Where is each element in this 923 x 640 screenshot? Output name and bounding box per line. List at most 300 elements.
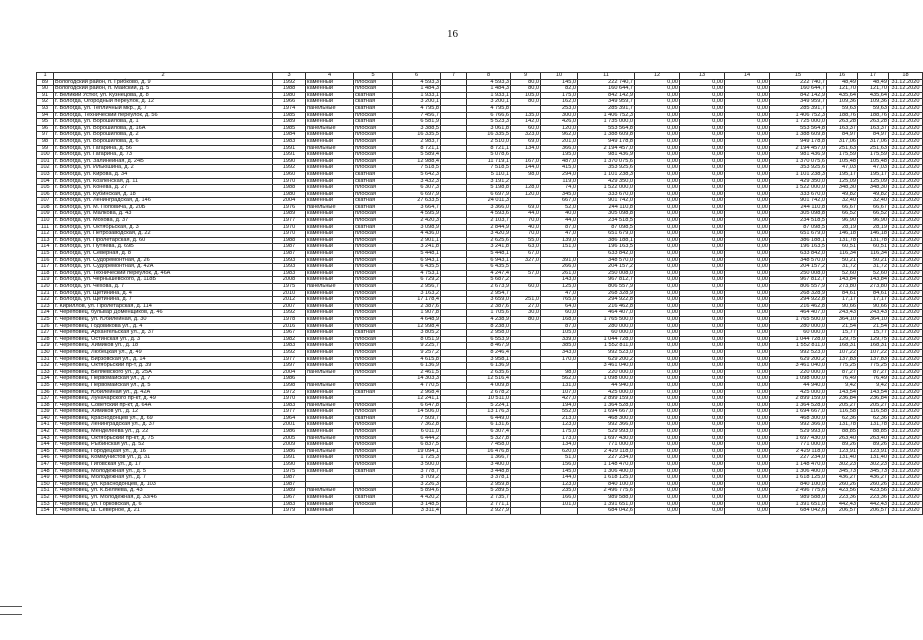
column-header: 1 [37, 73, 54, 80]
table-cell: 0,00 [680, 389, 725, 396]
table-cell: 285 391,7 [578, 105, 635, 112]
table-cell: 0,00 [635, 343, 680, 350]
table-cell: 0,00 [725, 369, 770, 376]
table-cell: 4 795,8 [467, 105, 511, 112]
table-cell: 2 420,3 [393, 218, 441, 225]
table-cell: 0,00 [680, 277, 725, 284]
table-row [37, 323, 923, 330]
table-cell [511, 363, 541, 370]
table-cell: каменный [306, 442, 354, 449]
table-cell: плоская [354, 323, 393, 330]
table-cell: 5 198,8 [467, 185, 511, 192]
table-cell: 0,00 [725, 264, 770, 271]
table-cell: 31,72 [827, 264, 858, 271]
table-cell: 175,59 [827, 152, 858, 159]
table-cell: 123 [37, 303, 54, 310]
table-cell: 31.12.2020 [889, 204, 923, 211]
table-cell: 17,17 [858, 297, 889, 304]
table-cell [441, 185, 467, 192]
table-cell: плоская [354, 125, 393, 132]
table-cell: 66,52 [858, 211, 889, 218]
table-cell: 0,00 [635, 376, 680, 383]
table-cell: 1 697 430,0 [578, 435, 635, 442]
table-cell: 154 [37, 508, 54, 515]
table-cell [441, 363, 467, 370]
table-cell: 553 564,8 [770, 125, 827, 132]
table-cell: плоская [354, 343, 393, 350]
table-cell: 2 429 118,0 [578, 448, 635, 455]
table-cell: 0,00 [635, 323, 680, 330]
table-cell: 60,51 [827, 244, 858, 251]
table-cell: 294,0 [541, 171, 578, 178]
table-cell: каменный [306, 99, 354, 106]
table-cell: г. Великий Устюг, ул. Кузнецова, д. 8 [54, 92, 273, 99]
table-cell: 4 420,2 [393, 495, 441, 502]
page-number: 16 [447, 28, 458, 40]
table-cell [441, 343, 467, 350]
table-cell: 117 [37, 264, 54, 271]
table-cell: 0,00 [725, 389, 770, 396]
table-row [37, 218, 923, 225]
table-cell: 0,00 [635, 349, 680, 356]
table-cell: г. Вологда, ул. Залинейная, д. 24Б [54, 158, 273, 165]
table-cell: панельные [306, 145, 354, 152]
table-cell: 3 098,9 [393, 224, 441, 231]
table-cell: 175,0 [541, 429, 578, 436]
table-cell: 0,00 [635, 112, 680, 119]
table-row [37, 402, 923, 409]
table-cell: 0,00 [680, 495, 725, 502]
table-cell [441, 349, 467, 356]
table-cell: 31.12.2020 [889, 277, 923, 284]
table-cell: 30,0 [511, 310, 541, 317]
table-cell: 0,00 [680, 224, 725, 231]
table-cell: г. Вологда, ул. Петрозаводская, д. 22 [54, 231, 273, 238]
table-row [37, 138, 923, 145]
table-row [37, 297, 923, 304]
table-cell: плоская [354, 237, 393, 244]
table-cell [441, 92, 467, 99]
table-cell: 6 307,3 [393, 185, 441, 192]
table-cell: 143,84 [858, 277, 889, 284]
table-cell: 1974 [273, 105, 306, 112]
table-cell: 317,06 [827, 138, 858, 145]
table-cell: 116,34 [827, 251, 858, 258]
table-cell: 1 098 000,0 [578, 376, 635, 383]
table-cell: 15,77 [858, 330, 889, 337]
table-row [37, 422, 923, 429]
table-cell: 4 238,9 [467, 316, 511, 323]
table-cell: 4 593,3 [393, 79, 441, 86]
table-cell: 1966 [273, 99, 306, 106]
table-cell: 227 234,0 [770, 455, 827, 462]
table-cell: 8 238,0 [467, 323, 511, 330]
table-cell: 113 [37, 237, 54, 244]
table-cell: 126 [37, 323, 54, 330]
table-cell: 8 246,4 [467, 349, 511, 356]
table-cell: 268 328,9 [578, 290, 635, 297]
table-cell: 48,49 [858, 79, 889, 86]
table-row [37, 303, 923, 310]
table-cell: 123,91 [827, 448, 858, 455]
table-cell: г. Череповец, Молодежная ул., д. 5 [54, 468, 273, 475]
table-cell: 31.12.2020 [889, 158, 923, 165]
table-cell: каменный [306, 468, 354, 475]
table-cell: г. Череповец, ул. Горковская, д. 6 [54, 501, 273, 508]
table-cell: 1975 [273, 284, 306, 291]
table-cell: г. Вологда, ул. Судоремонтная, д. 42А [54, 264, 273, 271]
table-cell: г. Вологда, ул. Ворошилова, д. 6 [54, 138, 273, 145]
table-cell: 6 729,2 [393, 277, 441, 284]
table-cell: 1 484,3 [467, 86, 511, 93]
table-cell: 0,00 [680, 132, 725, 139]
column-header: 16 [827, 73, 858, 80]
table-cell: 4 595,9 [393, 211, 441, 218]
table-cell: 1 044 728,0 [770, 336, 827, 343]
table-cell: 66,52 [827, 211, 858, 218]
table-cell: 11 719,1 [467, 158, 511, 165]
table-cell: 0,00 [635, 303, 680, 310]
table-cell: 235,0 [541, 488, 578, 495]
table-cell: г. Череповец, ул. Юбилейная, д. 30 [54, 316, 273, 323]
table-cell: 145 [37, 448, 54, 455]
table-cell: 0,00 [680, 422, 725, 429]
table-cell: 4 753,1 [393, 270, 441, 277]
table-cell: 121,70 [827, 86, 858, 93]
table-cell: плоская [354, 462, 393, 469]
table-cell: плоская [354, 191, 393, 198]
table-cell: 0,00 [635, 448, 680, 455]
table-cell: 88,85 [858, 429, 889, 436]
table-cell: 0,00 [725, 211, 770, 218]
table-cell: г. Вологда, ул. Чернышевского, д. 118Б [54, 277, 273, 284]
table-cell: 0,00 [680, 257, 725, 264]
table-cell: 1 522 000,0 [578, 185, 635, 192]
table-cell: 629 200,2 [770, 356, 827, 363]
table-row [37, 369, 923, 376]
table-cell: 1983 [273, 270, 306, 277]
table-cell: 220 000,0 [578, 369, 635, 376]
table-cell: 5 894,6 [393, 488, 441, 495]
table-cell: 3 311,4 [393, 508, 441, 515]
table-cell: 201,0 [541, 138, 578, 145]
table-cell: 21,54 [858, 323, 889, 330]
table-cell: 31.12.2020 [889, 330, 923, 337]
table-row [37, 79, 923, 86]
table-cell: 0,00 [680, 185, 725, 192]
table-row [37, 119, 923, 126]
table-cell: 1998 [273, 382, 306, 389]
table-cell: 119 [37, 277, 54, 284]
table-cell: 0,00 [725, 442, 770, 449]
table-cell: 0,00 [680, 191, 725, 198]
table-cell: каменный [306, 178, 354, 185]
table-cell: 105,48 [827, 158, 858, 165]
table-cell: 2 635,6 [467, 369, 511, 376]
table-cell: 0,00 [680, 330, 725, 337]
table-cell: 80,0 [511, 99, 541, 106]
table-cell: 0,00 [680, 481, 725, 488]
table-cell: 366,0 [541, 145, 578, 152]
table-row [37, 462, 923, 469]
table-cell: 633 842,0 [578, 251, 635, 258]
table-row [37, 125, 923, 132]
table-cell: плоская [354, 158, 393, 165]
table-cell: г. Вологда, ул. Тепличный мкр., д. 7 [54, 105, 273, 112]
table-cell: 6 435,5 [467, 264, 511, 271]
table-cell: 4 436,0 [393, 231, 441, 238]
table-cell: 0,00 [725, 303, 770, 310]
table-cell: 111 [37, 224, 54, 231]
table-cell: плоская [354, 290, 393, 297]
table-cell: 63,0 [511, 244, 541, 251]
table-cell [511, 356, 541, 363]
table-cell: каменный [306, 231, 354, 238]
table-cell: г. Вологда, ул. Ворошилова, д. 2 [54, 132, 273, 139]
table-cell: 131,40 [858, 455, 889, 462]
table-cell: 6 943,1 [467, 257, 511, 264]
table-cell: 31.12.2020 [889, 363, 923, 370]
table-row [37, 316, 923, 323]
table-cell: 427,0 [541, 396, 578, 403]
table-cell: 59,63 [858, 105, 889, 112]
table-cell: плоская [354, 218, 393, 225]
table-cell: 0,00 [635, 277, 680, 284]
table-cell: скатная [354, 92, 393, 99]
table-cell: г. Череповец, Советский пр-кт, д. 64А [54, 402, 273, 409]
table-cell: 3 241,8 [393, 244, 441, 251]
table-cell [511, 382, 541, 389]
table-cell: 0,00 [635, 297, 680, 304]
table-cell: г. Вологда, ул. Щетинина, д. 4 [54, 290, 273, 297]
table-cell: 7 518,5 [467, 165, 511, 172]
table-cell: г. Череповец, Рыбинская ул., д. 52 [54, 442, 273, 449]
table-cell: 1986 [273, 429, 306, 436]
table-cell [511, 501, 541, 508]
table-cell: 633 842,0 [770, 251, 827, 258]
table-cell: 102 [37, 165, 54, 172]
table-row [37, 415, 923, 422]
table-cell: 1 705,6 [467, 310, 511, 317]
table-cell: каменный [306, 409, 354, 416]
table-cell: 989 588,0 [578, 495, 635, 502]
table-cell [511, 448, 541, 455]
table-cell [511, 508, 541, 515]
table-cell: 391,0 [541, 257, 578, 264]
table-cell: 1 933,1 [393, 92, 441, 99]
table-cell [441, 244, 467, 251]
table-cell: 140 [37, 415, 54, 422]
table-cell: 6 136,9 [467, 363, 511, 370]
table-cell: 4 593,3 [467, 79, 511, 86]
table-cell [441, 125, 467, 132]
table-cell: 0,00 [725, 99, 770, 106]
table-row [37, 455, 923, 462]
table-cell: 0,00 [725, 132, 770, 139]
table-cell: 0,00 [635, 429, 680, 436]
table-cell: 168,31 [858, 343, 889, 350]
table-cell: 52,0 [541, 204, 578, 211]
table-cell: 1 735 000,0 [578, 119, 635, 126]
table-row [37, 105, 923, 112]
table-cell: 251,63 [827, 145, 858, 152]
table-cell: 2005 [273, 435, 306, 442]
table-cell: 253,0 [541, 105, 578, 112]
table-cell: 1 148 470,0 [578, 462, 635, 469]
table-cell: 0,00 [725, 435, 770, 442]
table-cell: скатная [354, 178, 393, 185]
table-cell [441, 218, 467, 225]
table-cell: 101 [37, 158, 54, 165]
table-cell: 989 588,0 [770, 495, 827, 502]
table-cell: 31.12.2020 [889, 382, 923, 389]
table-cell: г. Вологда, ул. Мохова, д. 37 [54, 218, 273, 225]
table-cell: 31.12.2020 [889, 138, 923, 145]
table-cell: 529 993,0 [770, 429, 827, 436]
table-cell: 5 448,1 [467, 251, 511, 258]
table-cell: г. Кириллов, ул. Пролетарская, д. 114 [54, 303, 273, 310]
table-cell: 204 157,2 [770, 264, 827, 271]
table-cell: 0,00 [635, 132, 680, 139]
table-cell: 168,31 [827, 343, 858, 350]
table-cell [511, 468, 541, 475]
table-cell: плоская [354, 363, 393, 370]
table-cell: 31.12.2020 [889, 402, 923, 409]
table-cell: 122 [37, 297, 54, 304]
table-cell [441, 257, 467, 264]
table-cell: 128 [37, 336, 54, 343]
table-cell: 1 522 000,0 [770, 185, 827, 192]
table-cell: 87,0 [541, 323, 578, 330]
table-cell [511, 409, 541, 416]
table-cell: 1 725 000,0 [770, 119, 827, 126]
table-cell: 3 226,3 [393, 481, 441, 488]
table-cell: 60 000,0 [770, 330, 827, 337]
table-cell: 44,0 [541, 218, 578, 225]
table-row [37, 488, 923, 495]
table-cell: 2 678,2 [467, 389, 511, 396]
table-cell: 87 098,5 [578, 224, 635, 231]
table-cell [511, 376, 541, 383]
table-cell: 4 615,8 [393, 356, 441, 363]
table-cell: 47,03 [858, 165, 889, 172]
table-cell: 27 633,5 [393, 198, 441, 205]
table-cell: плоская [354, 455, 393, 462]
table-cell: каменный [306, 211, 354, 218]
table-cell: панельные [306, 435, 354, 442]
table-cell: 0,00 [635, 501, 680, 508]
table-cell: 0,00 [725, 105, 770, 112]
table-cell: скатная [354, 99, 393, 106]
table-cell: скатная [354, 468, 393, 475]
table-cell: 1 391 651,0 [578, 501, 635, 508]
table-cell: 1997 [273, 363, 306, 370]
table-cell: плоская [354, 435, 393, 442]
table-cell: панельные [306, 402, 354, 409]
table-cell: 0,00 [725, 396, 770, 403]
table-cell: 9,42 [858, 382, 889, 389]
table-cell: 6 697,9 [393, 191, 441, 198]
table-cell: 216 462,8 [578, 303, 635, 310]
table-cell: 1993 [273, 264, 306, 271]
table-cell: 31.12.2020 [889, 455, 923, 462]
column-header: 2 [54, 73, 273, 80]
table-cell: 12 988,4 [393, 158, 441, 165]
column-header: 10 [541, 73, 578, 80]
table-cell: 1 725,3 [393, 455, 441, 462]
table-cell: каменный [306, 343, 354, 350]
table-cell: 1977 [273, 409, 306, 416]
table-cell: 4 593,6 [467, 211, 511, 218]
register-table [36, 72, 923, 515]
table-cell: 151,0 [541, 244, 578, 251]
table-cell [441, 508, 467, 515]
table-cell: 3 378,1 [467, 475, 511, 482]
table-cell: 266,0 [541, 264, 578, 271]
table-cell: 0,00 [680, 218, 725, 225]
table-cell: 0,00 [725, 448, 770, 455]
table-cell: 76,49 [858, 376, 889, 383]
table-cell: 0,00 [680, 448, 725, 455]
table-cell: 31.12.2020 [889, 435, 923, 442]
table-cell: 1960 [273, 171, 306, 178]
table-cell: 24 011,3 [467, 198, 511, 205]
table-row [37, 330, 923, 337]
table-cell: 107,0 [541, 389, 578, 396]
table-cell: 173,0 [541, 435, 578, 442]
table-cell: 31.12.2020 [889, 244, 923, 251]
table-cell: 0,00 [680, 402, 725, 409]
table-cell: 348 570,0 [770, 257, 827, 264]
table-cell: 0,00 [635, 125, 680, 132]
table-cell: 992 523,0 [578, 349, 635, 356]
table-row [37, 349, 923, 356]
table-row [37, 448, 923, 455]
table-row [37, 382, 923, 389]
table-cell: плоская [354, 369, 393, 376]
table-cell: 0,00 [635, 257, 680, 264]
table-cell: 31.12.2020 [889, 343, 923, 350]
table-cell: 651 679,0 [770, 231, 827, 238]
table-cell: 167,0 [511, 158, 541, 165]
table-cell: 8 051,9 [393, 336, 441, 343]
table-cell: 57,0 [511, 270, 541, 277]
table-cell: плоская [354, 297, 393, 304]
table-cell: г. Череповец, Любецкая ул., д. 49 [54, 349, 273, 356]
table-cell: 1983 [273, 138, 306, 145]
table-row [37, 270, 923, 277]
table-cell: 1 694 667,0 [578, 409, 635, 416]
table-cell [441, 330, 467, 337]
table-cell: 339,0 [541, 336, 578, 343]
table-cell: 0,00 [635, 237, 680, 244]
table-cell: 1985 [273, 112, 306, 119]
table-cell: 28,19 [827, 224, 858, 231]
table-cell: 992 523,0 [770, 349, 827, 356]
table-cell: 1970 [273, 224, 306, 231]
table-cell: 5 327,8 [467, 435, 511, 442]
table-cell: 260,26 [827, 481, 858, 488]
column-header: 12 [635, 73, 680, 80]
table-cell: 1977 [273, 218, 306, 225]
table-cell: 4 009,8 [467, 382, 511, 389]
table-cell: 116,34 [858, 251, 889, 258]
table-cell: 31,72 [858, 264, 889, 271]
table-cell: 153 [37, 501, 54, 508]
table-cell: 131,78 [827, 422, 858, 429]
table-cell: 0,00 [725, 462, 770, 469]
table-cell [441, 119, 467, 126]
